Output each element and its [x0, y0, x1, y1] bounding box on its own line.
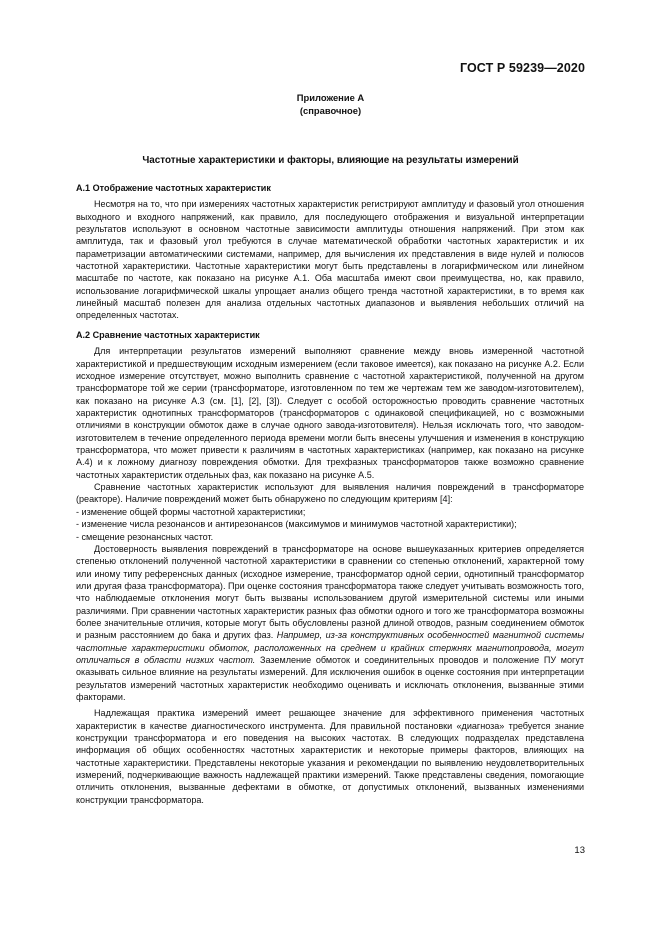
page-number: 13 [574, 845, 585, 856]
standard-code: ГОСТ Р 59239—2020 [459, 61, 585, 75]
paragraph-3-italic-note: Например, из-за конструктивных особенностей магнитной системы частотные характеристики обмоток, расположенных на среднем и крайних стержнях магнитопровода, могут отличаться в области низких частот. [76, 630, 584, 665]
page-title: Частотные характеристики и факторы, влияющие на результаты измерений [142, 155, 519, 166]
section-2-heading: А.2 Сравнение частотных характеристик [76, 330, 260, 340]
section-1-heading: А.1 Отображение частотных характеристик [76, 183, 271, 193]
criteria-list-item: - изменение общей формы частотной характеристики; [76, 506, 584, 518]
section-2-paragraph-1: Для интерпретации результатов измерений выполняют сравнение между вновь измеренной частотной характеристикой и предшествующим исходным измерением (если таковое имеется), как показано на рисунке А.2. Если исходное измерение отсутствует, можно выполнить сравнение с частотной характеристикой, полученной на другом трансформаторе той же серии (трансформаторе, изготовленном по тем же чертежам тем же заводом-изготовителем), как показано на рисунке А.3 (см. [1], [2], [3]). Следует с особой осторожностью проводить сравнение частотных характеристик однотипных трансформаторов (трансформаторов с одинаковой спецификацией, но с возможными отличиями в конструкции обмоток даже в случае одного завода-изготовителя). Нельзя исключать того, что заводом-изготовителем в течение определенного периода времени могли быть внесены улучшения и изменения в конструкцию трансформатора, что может привести к различиям в частотных характеристиках (например, как показано на рисунке А.4) и к ложному диагнозу повреждения обмотки. Для трехфазных трансформаторов также возможно сравнение частотных характеристик отдельных фаз, как показано на рисунке А.5. [76, 346, 584, 480]
criteria-list-item: - изменение числа резонансов и антирезонансов (максимумов и минимумов частотной характеристики); [76, 518, 584, 530]
criteria-list-item: - смещение резонансных частот. [76, 531, 584, 543]
annex-title: Приложение А [296, 92, 365, 103]
section-1-paragraph: Несмотря на то, что при измерениях частотных характеристик регистрируют амплитуду и фазовый угол отношения выходного и входного напряжений, как правило, для последующего отображения и визуальной интерпретации результатов используют в основном частотные зависимости амплитуды отношения напряжений. При этом как амплитуда, так и фазовый угол требуются в случае математической обработки частотных характеристик и их параметризации автоматическими системами, например, для вычисления их представления в виде нулей и полюсов частотной характеристики. Частотные характеристики могут быть представлены в логарифмическом или линейном масштабе по частоте, как показано на рисунке А.1. Оба масштаба имеют свои преимущества, но, как правило, использование логарифмической шкалы упрощает анализ общего тренда частотной характеристики, в то время как линейный масштаб полезен для анализа отдельных частотных диапазонов и выявления небольших отличий на определенных частотах. [76, 199, 584, 321]
paragraph-3-start: Достоверность выявления повреждений в трансформаторе на основе вышеуказанных критериев определяется степенью отклонений полученной частотной характеристики в сравнении со степенью отклонений, характерной тому или иному типу референсных данных (исходное измерение, трансформатор одной серии, однотипный трансформатор или другая фаза трансформатора). При оценке состояния трансформатора также следует учитывать возможность того, что наблюдаемые отклонения могут быть вызваны использованием другой измерительной системы или иными различиями. При сравнении частотных характеристик разных фаз обмотки одного и того же трансформатора возможны более значительные отличия, которые могут быть обусловлены разной длиной отводов, разным соединением обмоток и разным расстоянием до бака и других фаз. [76, 543, 584, 641]
section-2-paragraph-2: Сравнение частотных характеристик используют для выявления наличия повреждений в трансформаторе (реакторе). Наличие повреждений может быть обнаружено по следующим критериям [4]: [76, 482, 584, 505]
annex-subtitle: (справочное) [299, 104, 362, 116]
section-1 [76, 182, 584, 322]
section-2 [76, 329, 584, 806]
annex-title-block [0, 92, 661, 117]
section-2-paragraph-4: Надлежащая практика измерений имеет решающее значение для эффективного применения частотных характеристик в качестве диагностического инструмента. Для правильной постановки «диагноза» требуется знание конструкции трансформатора и его поведения на высоких частотах. В следующих подразделах представлена информация об общих особенностях частотных характеристик и некоторые примеры факторов, влияющих на частотные характеристики. Представлены некоторые указания и рекомендации по выявлению неудовлетворительных измерений, подчеркивающие важность надлежащей практики измерений. Также представлены сведения, помогающие отличить отклонения, вызванные дефектами в обмотке, от допустимых отклонений, вызванных изменениями конструкции трансформатора. [76, 708, 584, 805]
paragraph-3-end: Заземление обмоток и соединительных проводов и положение ПУ могут оказывать сильное влияние на результаты измерений. Для исключения ошибок в оценке состояния при интерпретации результатов измерений частотных характеристик необходимо оценивать и исключать отклонения, вызванные этими факторами. [76, 654, 585, 702]
section-2-paragraph-3 [76, 543, 584, 703]
